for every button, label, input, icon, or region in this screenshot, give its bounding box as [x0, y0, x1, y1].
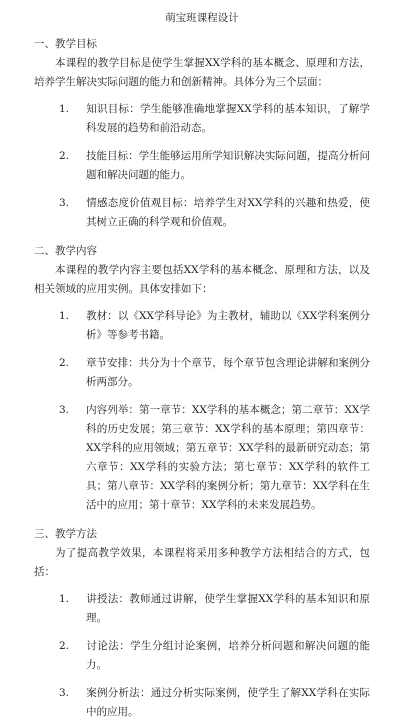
- section-heading: 二、教学内容: [34, 245, 97, 257]
- list-item-number: 1.: [59, 593, 70, 605]
- section-teaching-methods: [34, 524, 370, 722]
- list-item-number: 1.: [59, 103, 70, 115]
- list-item: [34, 147, 370, 185]
- list-item-number: 2.: [59, 150, 70, 162]
- section-heading: 一、教学目标: [34, 38, 97, 50]
- section-teaching-content: [34, 241, 370, 515]
- list-item-text: 讲授法：教师通过讲解，使学生掌握XX学科的基本知识和原理。: [86, 593, 370, 624]
- list-item-text: 内容列举：第一章节：XX学科的基本概念；第二章节：XX学科的历史发展；第三章节：XX学科的基本原理；第四章节：XX学科的应用领域；第五章节：XX学科的最新研究动态；第六章节：XX学科的实验方法；第七章节：XX学科的软件工具；第八章节：XX学科的案例分析；第九章节：XX学科在生活中的应用；第十章节：XX学科的未来发展趋势。: [86, 404, 370, 511]
- section-paragraph: 本课程的教学内容主要包括XX学科的基本概念、原理和方法，以及相关领域的应用实例。具体安排如下：: [34, 264, 370, 295]
- section-paragraph: 本课程的教学目标是使学生掌握XX学科的基本概念、原理和方法，培养学生解决实际问题的能力和创新精神。具体分为三个层面：: [34, 57, 370, 88]
- list-item-text: 案例分析法：通过分析实际案例，使学生了解XX学科在实际中的应用。: [86, 687, 370, 718]
- list-item-number: 3.: [59, 687, 70, 699]
- content-list: [34, 307, 370, 515]
- list-item-number: 2.: [59, 640, 70, 652]
- methods-list: [34, 590, 370, 722]
- list-item-text: 教材：以《XX学科导论》为主教材，辅助以《XX学科案例分析》等参考书籍。: [86, 310, 370, 341]
- list-item-number: 1.: [59, 310, 70, 322]
- objectives-list: [34, 100, 370, 232]
- list-item: [34, 100, 370, 138]
- list-item-text: 章节安排：共分为十个章节，每个章节包含理论讲解和案例分析两部分。: [86, 357, 370, 388]
- list-item: [34, 684, 370, 722]
- list-item: [34, 194, 370, 232]
- list-item-number: 2.: [59, 357, 70, 369]
- section-heading: 三、教学方法: [34, 528, 97, 540]
- document-title: 萌宝班课程设计: [165, 12, 239, 24]
- list-item-text: 情感态度价值观目标：培养学生对XX学科的兴趣和热爱，使其树立正确的科学观和价值观。: [86, 197, 370, 228]
- list-item-text: 讨论法：学生分组讨论案例，培养分析问题和解决问题的能力。: [86, 640, 370, 671]
- list-item: [34, 354, 370, 392]
- list-item-number: 3.: [59, 197, 70, 209]
- list-item: [34, 307, 370, 345]
- section-teaching-objectives: [34, 34, 370, 232]
- list-item-text: 知识目标：学生能够准确地掌握XX学科的基本知识，了解学科发展的趋势和前沿动态。: [86, 103, 370, 134]
- list-item: [34, 590, 370, 628]
- list-item-text: 技能目标：学生能够运用所学知识解决实际问题，提高分析问题和解决问题的能力。: [86, 150, 370, 181]
- list-item: [34, 401, 370, 515]
- list-item: [34, 637, 370, 675]
- section-paragraph: 为了提高教学效果，本课程将采用多种教学方法相结合的方式，包括：: [34, 547, 370, 578]
- list-item-number: 3.: [59, 404, 70, 416]
